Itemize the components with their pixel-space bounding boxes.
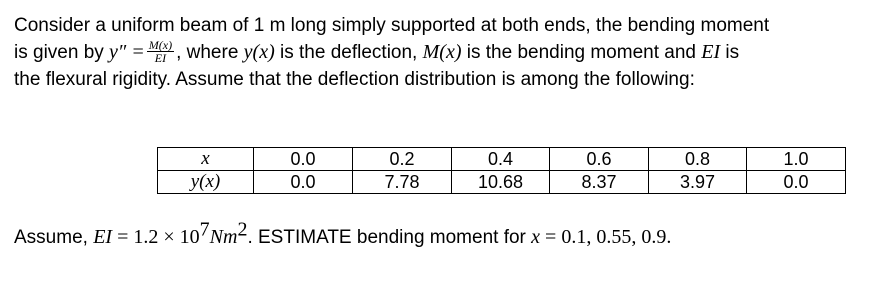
table-cell: 0.0 xyxy=(254,171,353,194)
table-cell: 0.2 xyxy=(353,148,452,171)
fraction-numerator: M(x) xyxy=(148,38,173,53)
table-cell: 0.6 xyxy=(550,148,649,171)
problem-text: is the deflection, xyxy=(274,42,423,63)
problem-line-3: the flexural rigidity. Assume that the deflection distribution is among the following: xyxy=(14,69,695,90)
table-cell: 7.78 xyxy=(353,171,452,194)
assumption-text: . ESTIMATE bending moment for xyxy=(247,227,532,248)
requested-x-values: = 0.1, 0.55, 0.9. xyxy=(540,226,672,248)
table-row-y xyxy=(158,171,846,194)
assumption-text: Assume, xyxy=(14,227,94,248)
table-cell: 1.0 xyxy=(747,148,846,171)
problem-line-2 xyxy=(14,39,874,66)
table-cell: 10.68 xyxy=(452,171,550,194)
assumption-statement xyxy=(14,218,672,251)
rigidity-value: = 1.2 × 10 xyxy=(112,226,200,248)
rigidity-unit: Nm xyxy=(209,226,238,248)
problem-text: , where xyxy=(176,42,244,63)
problem-text: is xyxy=(720,42,740,63)
rigidity-exponent: 7 xyxy=(199,218,210,241)
fraction-denominator: EI xyxy=(154,51,167,66)
rigidity-symbol: EI xyxy=(93,226,113,248)
unit-exponent: 2 xyxy=(237,218,248,241)
moment-over-ei-fraction xyxy=(147,39,174,64)
table-cell: 0.0 xyxy=(747,171,846,194)
table-cell: 8.37 xyxy=(550,171,649,194)
table-cell: 0.4 xyxy=(452,148,550,171)
table-header-y: y(x) xyxy=(158,171,254,194)
problem-line-1: Consider a uniform beam of 1 m long simply supported at both ends, the bending moment xyxy=(14,15,770,36)
table-cell: 3.97 xyxy=(649,171,747,194)
table-header-x: x xyxy=(158,148,254,171)
table-cell: 0.8 xyxy=(649,148,747,171)
problem-text: is given by xyxy=(14,42,110,63)
table-cell: 0.0 xyxy=(254,148,353,171)
moment-symbol: M(x) xyxy=(422,41,462,63)
table-row-x xyxy=(158,148,846,171)
problem-statement xyxy=(14,12,874,93)
x-symbol: x xyxy=(531,226,541,248)
second-derivative-symbol: y″ = xyxy=(109,41,145,63)
problem-text: is the bending moment and xyxy=(461,42,702,63)
deflection-table xyxy=(157,147,846,194)
rigidity-symbol: EI xyxy=(701,41,721,63)
deflection-symbol: y(x) xyxy=(243,41,275,63)
